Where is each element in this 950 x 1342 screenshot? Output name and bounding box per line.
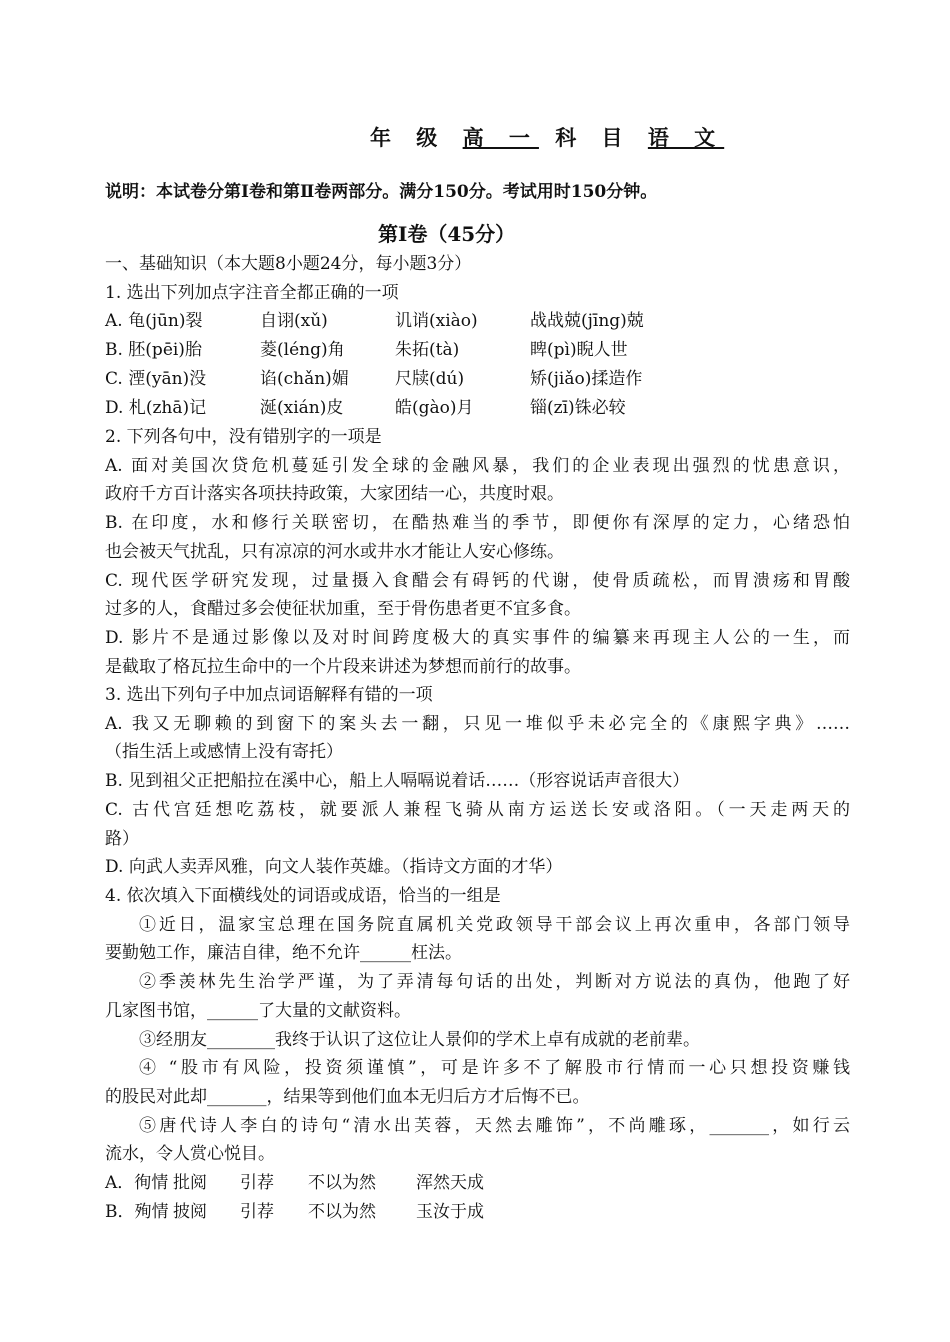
q2-line: 也会被天气扰乱，只有凉凉的河水或井水才能让人安心修练。 bbox=[105, 542, 564, 562]
exam-instructions: 说明：本试卷分第Ⅰ卷和第Ⅱ卷两部分。满分150分。考试用时150分钟。 bbox=[105, 182, 658, 202]
q2-line: 过多的人，食醋过多会使征状加重，至于骨伤患者更不宜多食。 bbox=[105, 599, 581, 619]
q1-cell: 朱拓(tà) bbox=[395, 340, 460, 360]
q4-option-row bbox=[105, 1171, 516, 1195]
q1-cell: 矫(jiǎo)揉造作 bbox=[530, 369, 643, 389]
q1-option-row bbox=[105, 367, 730, 391]
q1-stem: 1. 选出下列加点字注音全都正确的一项 bbox=[105, 283, 399, 303]
q3-line: A. 我又无聊赖的到窗下的案头去一翻，只见一堆似乎未必完全的《康熙字典》…… bbox=[105, 714, 850, 734]
grade-value: 高 一 bbox=[462, 125, 539, 150]
q2-line: C. 现代医学研究发现，过量摄入食醋会有碍钙的代谢，使骨质疏松，而胃溃疡和胃酸 bbox=[105, 571, 850, 591]
section1-title: 一、基础知识（本大题8小题24分，每小题3分） bbox=[105, 254, 472, 274]
subject-value: 语 文 bbox=[647, 125, 725, 150]
q2-stem: 2. 下列各句中，没有错别字的一项是 bbox=[105, 427, 382, 447]
q3-line: D. 向武人卖弄风雅，向文人装作英雄。（指诗文方面的才华） bbox=[105, 857, 563, 877]
q1-cell: 讥诮(xiào) bbox=[395, 311, 478, 331]
q4-line: ③经朋友________我终于认识了这位让人景仰的学术上卓有成就的老前辈。 bbox=[139, 1030, 700, 1050]
q4-line: ①近日，温家宝总理在国务院直属机关党政领导干部会议上再次重申，各部门领导 bbox=[139, 915, 850, 935]
q4-option-cell: 玉汝于成 bbox=[416, 1202, 484, 1222]
q1-cell: 皓(gào)月 bbox=[395, 398, 474, 418]
q1-option-row bbox=[105, 396, 730, 420]
q4-line: 要勤勉工作，廉洁自律，绝不允许______枉法。 bbox=[105, 943, 462, 963]
q2-line: A. 面对美国次贷危机蔓延引发全球的金融风暴，我们的企业表现出强烈的忧患意识， bbox=[105, 456, 850, 476]
q4-option-cell: A．徇情 bbox=[105, 1173, 169, 1193]
q4-option-cell: 披阅 bbox=[173, 1202, 207, 1222]
q4-option-cell: 引荐 bbox=[240, 1202, 274, 1222]
q4-line: 流水，令人赏心悦目。 bbox=[105, 1144, 275, 1164]
q4-option-row bbox=[105, 1200, 516, 1224]
q1-option-row bbox=[105, 309, 730, 333]
q4-option-cell: 不以为然 bbox=[308, 1173, 376, 1193]
q4-option-cell: 批阅 bbox=[173, 1173, 207, 1193]
q3-line: C. 古代宫廷想吃荔枝，就要派人兼程飞骑从南方运送长安或洛阳。（一天走两天的 bbox=[105, 800, 850, 820]
q4-option-cell: B．殉情 bbox=[105, 1202, 169, 1222]
q2-line: B. 在印度，水和修行关联密切，在酷热难当的季节，即便你有深厚的定力，心绪恐怕 bbox=[105, 513, 850, 533]
q2-line: D. 影片不是通过影像以及对时间跨度极大的真实事件的编纂来再现主人公的一生，而 bbox=[105, 628, 850, 648]
q4-option-cell: 不以为然 bbox=[308, 1202, 376, 1222]
q3-line: 路） bbox=[105, 829, 139, 849]
q1-option-row bbox=[105, 338, 730, 362]
q4-line: 的股民对此却_______，结果等到他们血本无归后方才后悔不已。 bbox=[105, 1087, 590, 1107]
q3-line: （指生活上或感情上没有寄托） bbox=[105, 742, 343, 762]
q1-cell: B. 胚(pēi)胎 bbox=[105, 340, 202, 360]
q4-option-cell: 浑然天成 bbox=[416, 1173, 484, 1193]
q4-option-cell: 引荐 bbox=[240, 1173, 274, 1193]
q1-cell: D. 札(zhā)记 bbox=[105, 398, 207, 418]
q1-cell: 锱(zī)铢必较 bbox=[530, 398, 626, 418]
q4-line: ②季羡林先生治学严谨，为了弄清每句话的出处，判断对方说法的真伪，他跑了好 bbox=[139, 972, 850, 992]
q4-stem: 4. 依次填入下面横线处的词语或成语，恰当的一组是 bbox=[105, 886, 501, 906]
q1-cell: 战战兢(jīng)兢 bbox=[530, 311, 644, 331]
q1-cell: 谄(chǎn)媚 bbox=[260, 369, 349, 389]
q4-line: 几家图书馆，______了大量的文献资料。 bbox=[105, 1001, 411, 1021]
q1-cell: C. 湮(yān)没 bbox=[105, 369, 207, 389]
q1-cell: 菱(léng)角 bbox=[260, 340, 345, 360]
q1-cell: 自诩(xǔ) bbox=[260, 311, 328, 331]
grade-label: 年 级 bbox=[370, 125, 447, 150]
part1-title: 第Ⅰ卷（45分） bbox=[378, 222, 516, 246]
subject-label: 科 目 bbox=[555, 125, 632, 150]
q1-cell: A. 龟(jūn)裂 bbox=[105, 311, 203, 331]
q4-line: ④ “股市有风险，投资须谨慎”，可是许多不了解股市行情而一心只想投资赚钱 bbox=[139, 1058, 850, 1078]
q2-line: 是截取了格瓦拉生命中的一个片段来讲述为梦想而前行的故事。 bbox=[105, 657, 581, 677]
q3-line: B. 见到祖父正把船拉在溪中心，船上人嗝嗝说着话……（形容说话声音很大） bbox=[105, 771, 690, 791]
q1-cell: 睥(pì)睨人世 bbox=[530, 340, 628, 360]
q1-cell: 尺牍(dú) bbox=[395, 369, 465, 389]
q4-line: ⑤唐代诗人李白的诗句“清水出芙蓉，天然去雕饰”，不尚雕琢，_______，如行云 bbox=[139, 1116, 850, 1136]
q1-cell: 涎(xián)皮 bbox=[260, 398, 344, 418]
q2-line: 政府千方百计落实各项扶持政策，大家团结一心，共度时艰。 bbox=[105, 484, 564, 504]
q3-stem: 3. 选出下列句子中加点词语解释有错的一项 bbox=[105, 685, 433, 705]
exam-header bbox=[370, 126, 724, 150]
